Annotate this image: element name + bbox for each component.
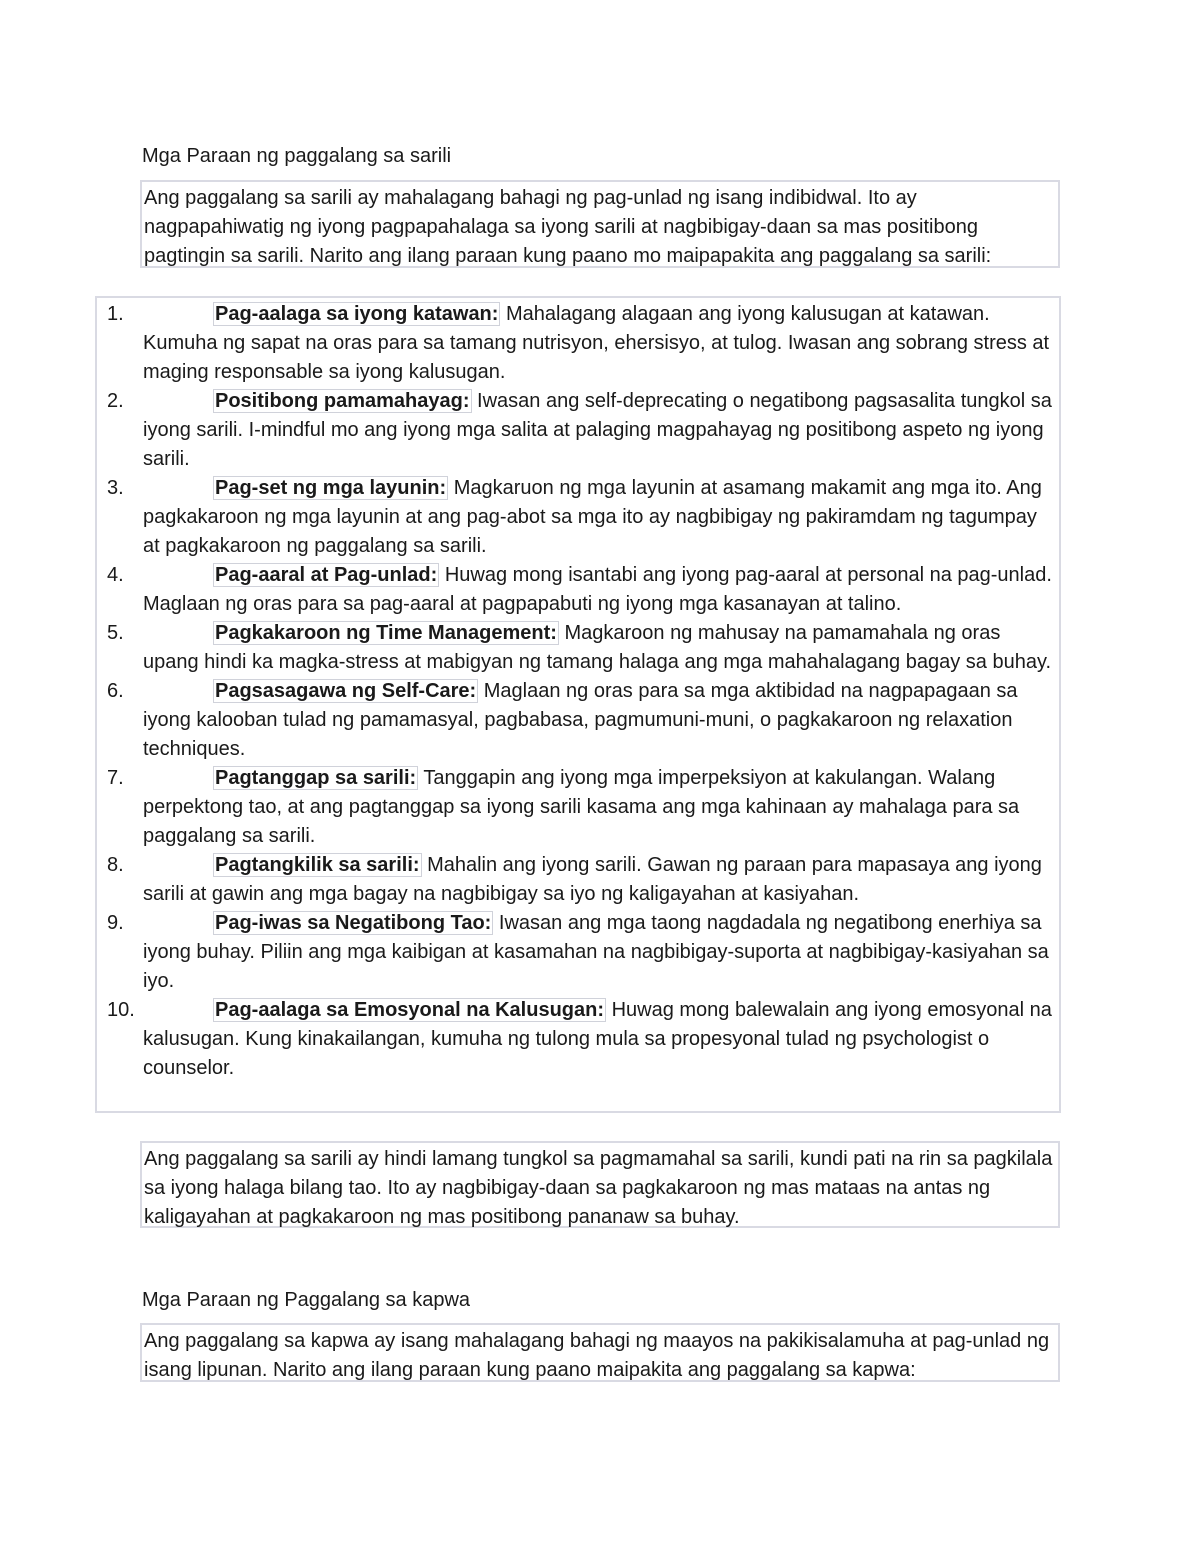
- section1-heading: Mga Paraan ng paggalang sa sarili: [142, 145, 452, 167]
- list-item-description: Magkaroon ng mahusay na pamamahala ng oras upang hindi ka magka-stress at mabigyan ng tamang halaga ang mga mahahalagang bagay sa buhay.: [143, 622, 1052, 673]
- list-item-text: [143, 619, 1057, 677]
- list-item-text: [143, 677, 1057, 764]
- list-item-term: Pag-set ng mga layunin:: [215, 477, 447, 499]
- list-item: [107, 996, 1057, 1083]
- list-item-term: Pagtanggap sa sarili:: [215, 767, 417, 789]
- section1-closing-box: [140, 1141, 1060, 1228]
- list-item-number: 8.: [107, 854, 124, 876]
- list-item: [107, 909, 1057, 996]
- list-item-number: 7.: [107, 767, 124, 789]
- section2-heading: Mga Paraan ng Paggalang sa kapwa: [142, 1289, 471, 1311]
- list-item-description: Huwag mong isantabi ang iyong pag-aaral at personal na pag-unlad. Maglaan ng oras para sa pag-aaral at pagpapabuti ng iyong mga kasanayan at talino.: [143, 564, 1052, 615]
- section1-intro: Ang paggalang sa sarili ay mahalagang bahagi ng pag-unlad ng isang indibidwal. Ito ay nagpapahiwatig ng iyong pagpapahalaga sa iyong sarili at nagbibigay-daan sa mas positibong pagtingin sa sarili. Narito ang ilang paraan kung paano mo maipapakita ang paggalang sa sarili:: [144, 187, 992, 267]
- list-item-text: [143, 996, 1057, 1083]
- list-item-description: Mahalin ang iyong sarili. Gawan ng paraan para mapasaya ang iyong sarili at gawin ang mga bagay na nagbibigay sa iyo ng kaligayahan at kasiyahan.: [143, 854, 1042, 905]
- list-item-number: 6.: [107, 680, 124, 702]
- list-item-term: Pag-aalaga sa iyong katawan:: [215, 303, 499, 325]
- list-item: [107, 474, 1057, 561]
- list-item-number: 1.: [107, 303, 124, 325]
- section2-intro-box: [140, 1323, 1060, 1382]
- list-item-number: 9.: [107, 912, 124, 934]
- list-item-description: Iwasan ang mga taong nagdadala ng negatibong enerhiya sa iyong buhay. Piliin ang mga kaibigan at kasamahan na nagbibigay-suporta at nagbibigay-kasiyahan sa iyo.: [143, 912, 1049, 992]
- section1-intro-box: [140, 180, 1060, 268]
- list-item-term: Pag-aalaga sa Emosyonal na Kalusugan:: [215, 999, 605, 1021]
- list-item-number: 10.: [107, 999, 135, 1021]
- list-item-text: [143, 851, 1057, 909]
- list-item-text: [143, 764, 1057, 851]
- list-item-description: Huwag mong balewalain ang iyong emosyonal na kalusugan. Kung kinakailangan, kumuha ng tulong mula sa propesyonal tulad ng psychologist o counselor.: [143, 999, 1052, 1079]
- list-item-text: [143, 474, 1057, 561]
- list-item-number: 2.: [107, 390, 124, 412]
- list-item-description: Mahalagang alagaan ang iyong kalusugan at katawan. Kumuha ng sapat na oras para sa tamang nutrisyon, ehersisyo, at tulog. Iwasan ang sobrang stress at maging responsable sa iyong kalusugan.: [143, 303, 1050, 383]
- section1-closing: Ang paggalang sa sarili ay hindi lamang tungkol sa pagmamahal sa sarili, kundi pati na rin sa pagkilala sa iyong halaga bilang tao. Ito ay nagbibigay-daan sa pagkakaroon ng mas mataas na antas ng kaligayahan at pagkakaroon ng mas positibong pananaw sa buhay.: [144, 1148, 1053, 1228]
- list-item-number: 3.: [107, 477, 124, 499]
- list-item-description: Magkaruon ng mga layunin at asamang makamit ang mga ito. Ang pagkakaroon ng mga layunin at ang pag-abot sa mga ito ay nagbibigay ng pakiramdam ng tagumpay at pagkakaroon ng paggalang sa sarili.: [143, 477, 1042, 557]
- list-item-number: 5.: [107, 622, 124, 644]
- list-item: [107, 764, 1057, 851]
- list-item: [107, 387, 1057, 474]
- list-item-description: Iwasan ang self-deprecating o negatibong pagsasalita tungkol sa iyong sarili. I-mindful mo ang iyong mga salita at palaging magpahayag ng positibong aspeto ng iyong sarili.: [143, 390, 1052, 470]
- list-item: [107, 300, 1057, 387]
- list-item-text: [143, 909, 1057, 996]
- list-item: [107, 561, 1057, 619]
- list-item-text: [143, 561, 1057, 619]
- self-respect-list: [107, 300, 1057, 1083]
- list-item-term: Pag-iwas sa Negatibong Tao:: [215, 912, 492, 934]
- list-item-description: Maglaan ng oras para sa mga aktibidad na nagpapagaan sa iyong kalooban tulad ng pamamasyal, pagbabasa, pagmumuni-muni, o pagkakaroon ng relaxation techniques.: [143, 680, 1018, 760]
- section2-intro: Ang paggalang sa kapwa ay isang mahalagang bahagi ng maayos na pakikisalamuha at pag-unlad ng isang lipunan. Narito ang ilang paraan kung paano maipakita ang paggalang sa kapwa:: [144, 1330, 1050, 1381]
- list-item-text: [143, 300, 1057, 387]
- list-item-text: [143, 387, 1057, 474]
- list-item: [107, 851, 1057, 909]
- list-item: [107, 619, 1057, 677]
- list-item-term: Pagkakaroon ng Time Management:: [215, 622, 557, 644]
- self-respect-list-box: [95, 296, 1061, 1113]
- list-item-term: Positibong pamamahayag:: [215, 390, 470, 412]
- list-item-term: Pagtangkilik sa sarili:: [215, 854, 420, 876]
- list-item: [107, 677, 1057, 764]
- list-item-description: Tanggapin ang iyong mga imperpeksiyon at kakulangan. Walang perpektong tao, at ang pagtanggap sa iyong sarili kasama ang mga kahinaan ay mahalaga para sa paggalang sa sarili.: [143, 767, 1020, 847]
- list-item-term: Pagsasagawa ng Self-Care:: [215, 680, 477, 702]
- list-item-number: 4.: [107, 564, 124, 586]
- list-item-term: Pag-aaral at Pag-unlad:: [215, 564, 438, 586]
